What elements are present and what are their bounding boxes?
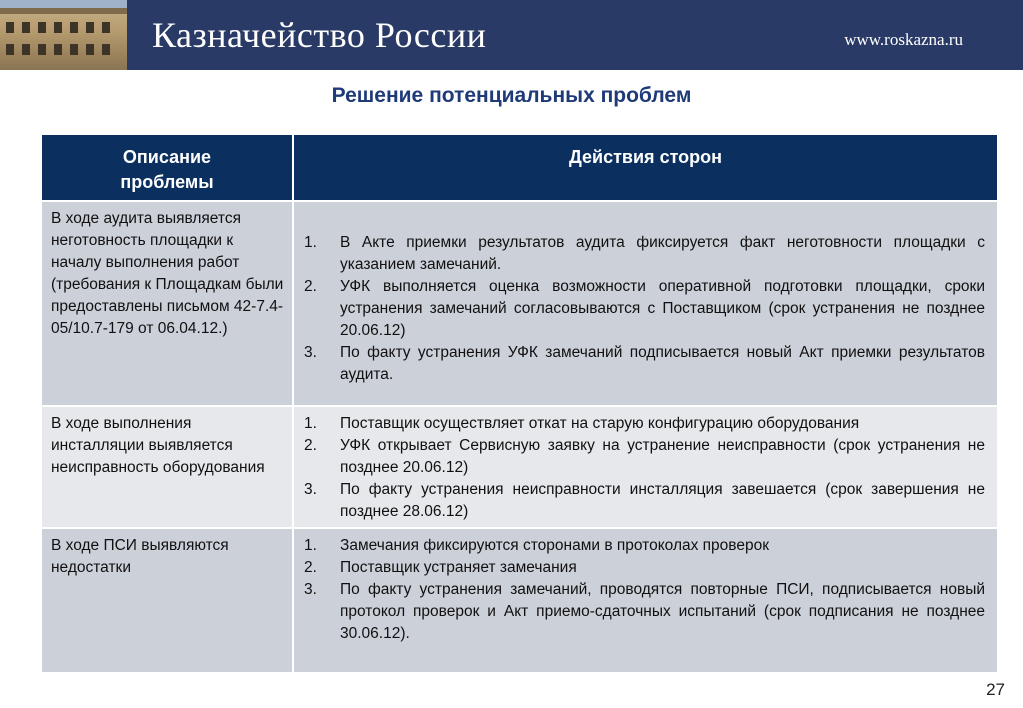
page-number: 27 (986, 680, 1005, 699)
actions-list (294, 407, 997, 523)
action-item: 3. По факту устранения УФК замечаний подписывается новый Акт приемки результатов аудита. (304, 344, 985, 383)
header-problem-description: Описание проблемы (41, 134, 293, 201)
website-link[interactable]: www.roskazna.ru (844, 30, 963, 49)
table-row (41, 406, 998, 528)
actions-list (294, 202, 997, 386)
building-photo (0, 0, 127, 70)
action-item: 2. УФК выполняется оценка возможности оперативной подготовки площадки, сроки устранения замечаний согласовываются с Поставщиком (срок устранения не позднее 20.06.12) (304, 278, 985, 339)
header-party-actions: Действия сторон (293, 134, 998, 201)
slide-title: Решение потенциальных проблем (331, 84, 692, 107)
table-header-row (41, 134, 998, 201)
problems-table (40, 133, 999, 674)
problem-cell: В ходе выполнения инсталляции выявляется неисправность оборудования (41, 406, 293, 528)
action-item: 3. По факту устранения замечаний, проводятся повторные ПСИ, подписывается новый протокол проверок и Акт приемо-сдаточных испытаний (срок подписания не позднее 30.06.12). (304, 581, 985, 642)
action-item: 1. Замечания фиксируются сторонами в протоколах проверок (304, 537, 769, 554)
actions-list (294, 529, 997, 645)
actions-cell (293, 528, 998, 673)
org-name: Казначейство России (152, 15, 487, 55)
table-row (41, 201, 998, 406)
action-item: 2. УФК открывает Сервисную заявку на устранение неисправности (срок устранения не позднее 20.06.12) (304, 437, 985, 476)
action-item: 2. Поставщик устраняет замечания (304, 559, 577, 576)
action-item: 3. По факту устранения неисправности инсталляция завешается (срок завершения не позднее 28.06.12) (304, 481, 985, 520)
table-row (41, 528, 998, 673)
problem-cell: В ходе ПСИ выявляются недостатки (41, 528, 293, 673)
problem-cell: В ходе аудита выявляется неготовность площадки к началу выполнения работ (требования к Площадкам были предоставлены письмом 42-7.4-05/10.7-179 от 06.04.12.) (41, 201, 293, 406)
action-item: 1. Поставщик осуществляет откат на старую конфигурацию оборудования (304, 415, 860, 432)
actions-cell (293, 406, 998, 528)
actions-cell (293, 201, 998, 406)
header-banner (0, 0, 1023, 70)
action-item: 1. В Акте приемки результатов аудита фиксируется факт неготовности площадки с указанием замечаний. (304, 234, 985, 273)
